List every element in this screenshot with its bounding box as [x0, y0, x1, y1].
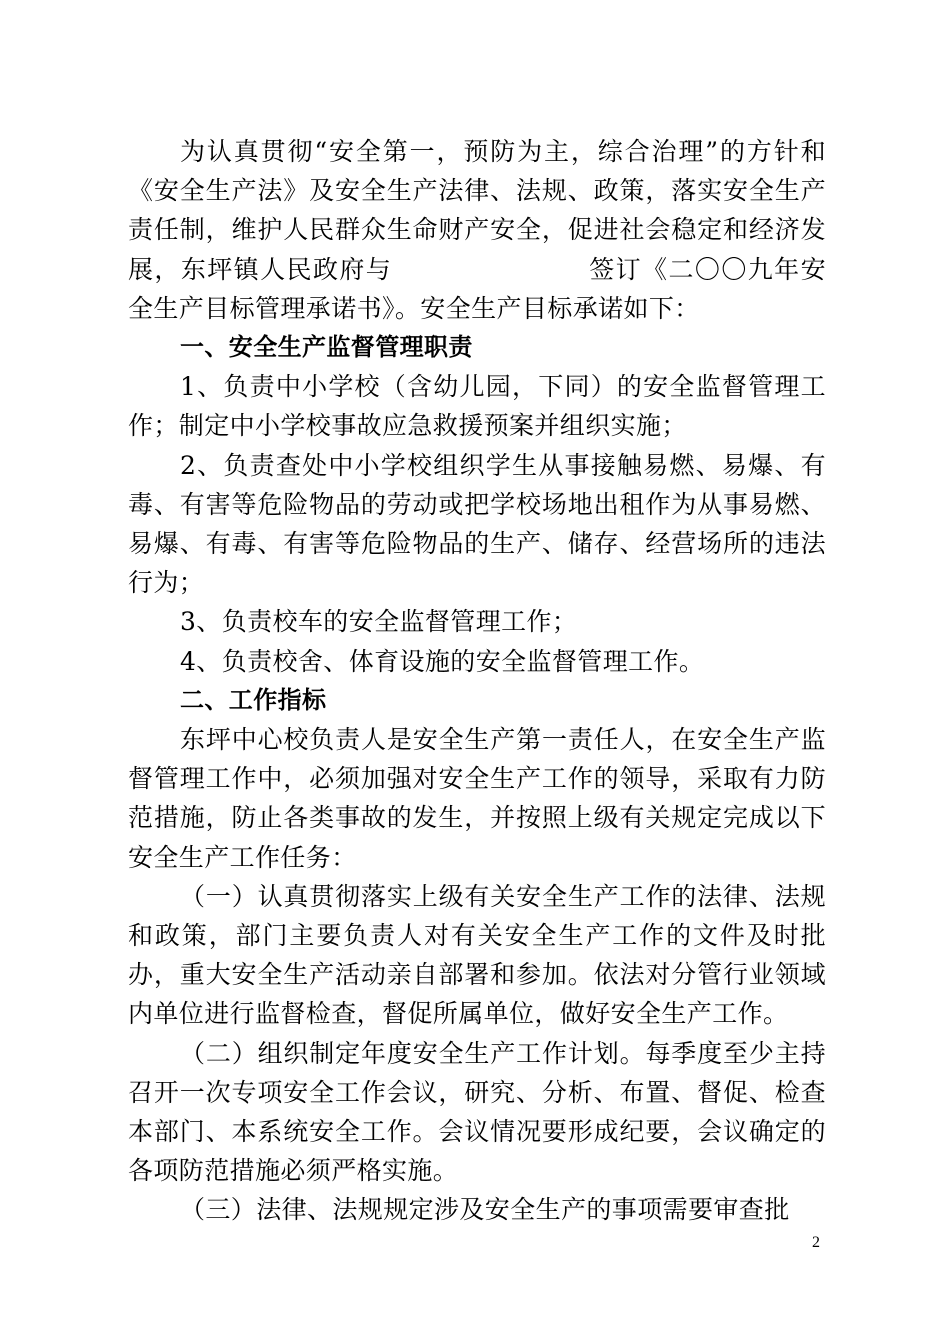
paragraph-duty-1: 1、负责中小学校（含幼儿园，下同）的安全监督管理工作；制定中小学校事故应急救援预案并组织实施； [128, 372, 826, 441]
paragraph-task-3: （三）法律、法规规定涉及安全生产的事项需要审查批 [180, 1195, 790, 1225]
paragraph-duty-2: 2、负责查处中小学校组织学生从事接触易燃、易爆、有毒、有害等危险物品的劳动或把学校场地出租作为从事易燃、易爆、有毒、有害等危险物品的生产、储存、经营场所的违法行为； [128, 450, 826, 598]
paragraph-task-2: （二）组织制定年度安全生产工作计划。每季度至少主持召开一次专项安全工作会议，研究、分析、布置、督促、检查本部门、本系统安全工作。会议情况要形成纪要，会议确定的各项防范措施必须严格实施。 [128, 1038, 826, 1186]
paragraph-duty-4: 4、负责校舍、体育设施的安全监督管理工作。 [180, 646, 705, 676]
body-text [128, 132, 826, 1230]
paragraph-target-intro: 东坪中心校负责人是安全生产第一责任人，在安全生产监督管理工作中，必须加强对安全生产工作的领导，采取有力防范措施，防止各类事故的发生，并按照上级有关规定完成以下安全生产工作任务： [128, 725, 826, 872]
paragraph-intro [128, 132, 826, 328]
intro-text-part-1: 为认真贯彻“安全第一，预防为主，综合治理”的方针和《安全生产法》及安全生产法律、法规、政策，落实安全生产责任制，维护人民群众生命财产安全，促进社会稳定和经济发展，东坪镇人民政府与 [128, 137, 826, 284]
paragraph-duty-3: 3、负责校车的安全监督管理工作； [180, 607, 578, 637]
page-number: 2 [812, 1234, 820, 1251]
intro-text-part-2: 签订《二〇〇九年安全生产目标管理承诺书》。安全生产目标承诺如下： [128, 254, 826, 323]
heading-duties: 一、安全生产监督管理职责 [180, 333, 473, 362]
paragraph-task-1: （一）认真贯彻落实上级有关安全生产工作的法律、法规和政策，部门主要负责人对有关安全生产工作的文件及时批办，重大安全生产活动亲自部署和参加。依法对分管行业领域内单位进行监督检查，督促所属单位，做好安全生产工作。 [128, 881, 826, 1029]
heading-targets: 二、工作指标 [180, 685, 327, 714]
